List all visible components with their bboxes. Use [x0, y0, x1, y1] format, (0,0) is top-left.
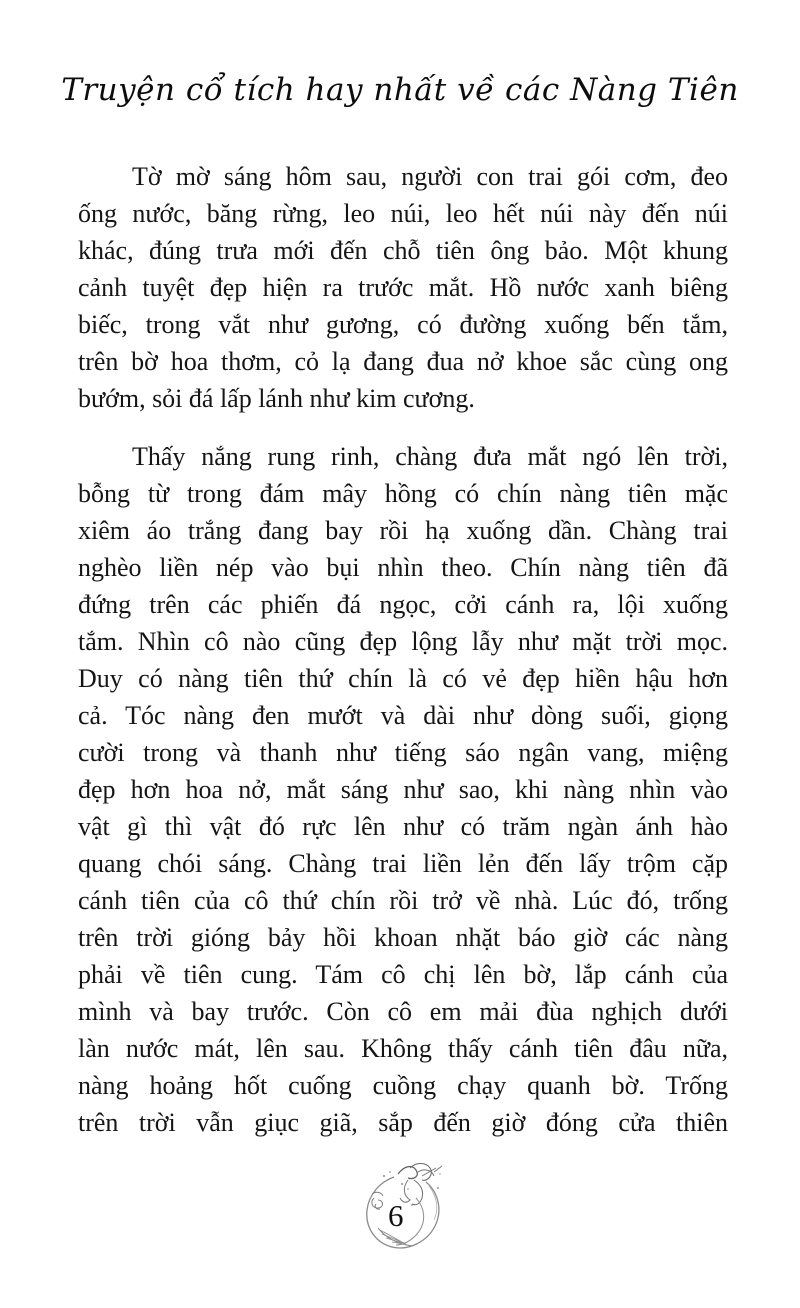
book-header-title: Truyện cổ tích hay nhất về các Nàng Tiên: [61, 72, 739, 108]
text-line: ống nước, băng rừng, leo núi, leo hết núi này đến núi: [78, 199, 728, 228]
text-line: trên bờ hoa thơm, cỏ lạ đang đua nở khoe sắc cùng ong: [78, 347, 728, 376]
text-line: nàng hoảng hốt cuống cuồng chạy quanh bờ. Trống: [78, 1071, 728, 1100]
paragraph: [78, 438, 728, 1141]
text-line: xiêm áo trắng đang bay rồi hạ xuống dần. Chàng trai: [78, 516, 728, 545]
text-line: khác, đúng trưa mới đến chỗ tiên ông bảo. Một khung: [78, 236, 728, 265]
text-line: phải về tiên cung. Tám cô chị lên bờ, lắp cánh của: [78, 960, 728, 989]
text-line: làn nước mát, lên sau. Không thấy cánh tiên đâu nữa,: [78, 1034, 728, 1063]
page-footer: [350, 1156, 450, 1260]
text-line: quang chói sáng. Chàng trai liền lẻn đến lấy trộm cặp: [78, 849, 728, 878]
text-line: đứng trên các phiến đá ngọc, cởi cánh ra, lội xuống: [78, 590, 728, 619]
page-number: 6: [388, 1198, 404, 1233]
text-line: nghèo liền nép vào bụi nhìn theo. Chín nàng tiên đã: [78, 553, 728, 582]
text-line: đẹp hơn hoa nở, mắt sáng như sao, khi nàng nhìn vào: [78, 775, 728, 804]
text-line: mình và bay trước. Còn cô em mải đùa nghịch dưới: [78, 997, 728, 1026]
story-text: [78, 158, 728, 1162]
text-line: Duy có nàng tiên thứ chín là có vẻ đẹp hiền hậu hơn: [78, 664, 728, 693]
text-line: trên trời vẫn giục giã, sắp đến giờ đóng cửa thiên: [78, 1108, 728, 1137]
text-line: bỗng từ trong đám mây hồng có chín nàng tiên mặc: [78, 479, 728, 508]
text-line: cánh tiên của cô thứ chín rồi trở về nhà. Lúc đó, trống: [78, 886, 728, 915]
text-line: Tờ mờ sáng hôm sau, người con trai gói cơm, đeo: [132, 162, 728, 191]
text-line: biếc, trong vắt như gương, có đường xuống bến tắm,: [78, 310, 728, 339]
text-line: tắm. Nhìn cô nào cũng đẹp lộng lẫy như mặt trời mọc.: [78, 627, 728, 656]
text-line: bướm, sỏi đá lấp lánh như kim cương.: [78, 384, 475, 413]
text-line: Thấy nắng rung rinh, chàng đưa mắt ngó lên trời,: [132, 442, 728, 471]
text-line: cả. Tóc nàng đen mướt và dài như dòng suối, giọng: [78, 701, 728, 730]
text-line: cảnh tuyệt đẹp hiện ra trước mắt. Hồ nước xanh biêng: [78, 273, 728, 302]
text-line: vật gì thì vật đó rực lên như có trăm ngàn ánh hào: [78, 812, 728, 841]
text-line: cười trong và thanh như tiếng sáo ngân vang, miệng: [78, 738, 728, 767]
text-line: trên trời gióng bảy hồi khoan nhặt báo giờ các nàng: [78, 923, 728, 952]
paragraph: [78, 158, 728, 417]
